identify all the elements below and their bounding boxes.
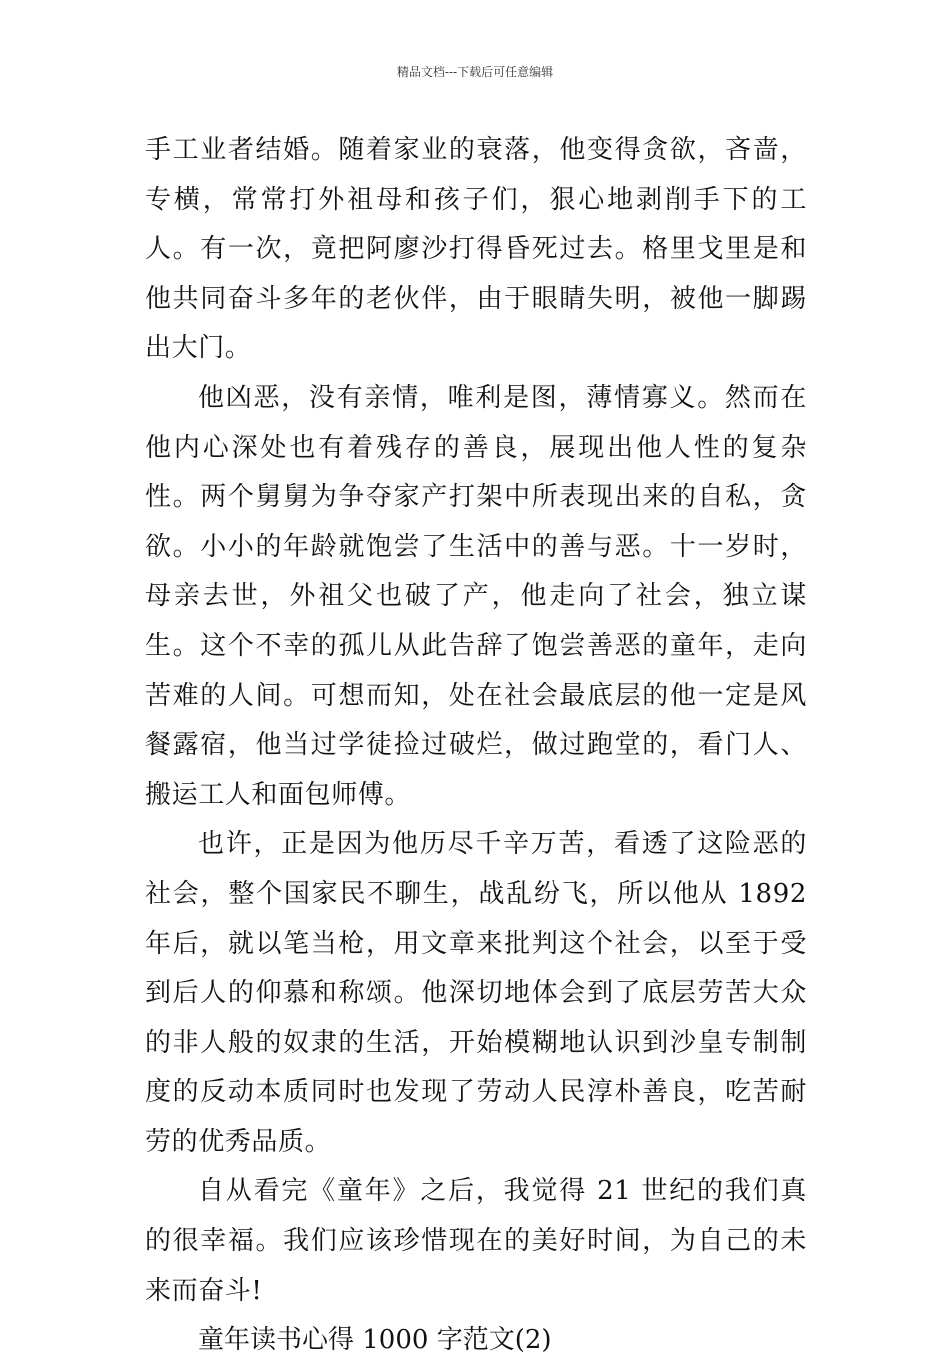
paragraph-grandfather-character: 他凶恶，没有亲情，唯利是图，薄情寡义。然而在他内心深处也有着残存的善良，展现出他人性的复杂性。两个舅舅为争夺家产打架中所表现出来的自私，贪欲。小小的年龄就饱尝了生活中的善与恶。十一岁时，母亲去世，外祖父也破了产，他走向了社会，独立谋生。这个不幸的孤儿从此告辞了饱尝善恶的童年，走向苦难的人间。可想而知，处在社会最底层的他一定是风餐露宿，他当过学徒捡过破烂，做过跑堂的，看门人、搬运工人和面包师傅。 xyxy=(145,382,807,810)
paragraph-gorky-writing: 也许，正是因为他历尽千辛万苦，看透了这险恶的社会，整个国家民不聊生，战乱纷飞，所以他从 1892 年后，就以笔当枪，用文章来批判这个社会，以至于受到后人的仰慕和称颂。他深切地体会到了底层劳苦大众的非人般的奴隶的生活，开始模糊地认识到沙皇专制制度的反动本质同时也发现了劳动人民淳朴善良，吃苦耐劳的优秀品质。 xyxy=(145,829,807,1157)
paragraph-continuation: 手工业者结婚。随着家业的衰落，他变得贪欲，吝啬，专横，常常打外祖母和孩子们，狠心地剥削手下的工人。有一次，竟把阿廖沙打得昏死过去。格里戈里是和他共同奋斗多年的老伙伴，由于眼睛失明，被他一脚踢出大门。 xyxy=(145,135,807,364)
section-subheading: 童年读书心得 1000 字范文(2) xyxy=(198,1325,552,1356)
paragraph-conclusion: 自从看完《童年》之后，我觉得 21 世纪的我们真的很幸福。我们应该珍惜现在的美好时间，为自己的未来而奋斗! xyxy=(145,1176,807,1306)
document-body xyxy=(145,126,807,1366)
page-header: 精品文档---下载后可任意编辑 xyxy=(396,65,554,79)
